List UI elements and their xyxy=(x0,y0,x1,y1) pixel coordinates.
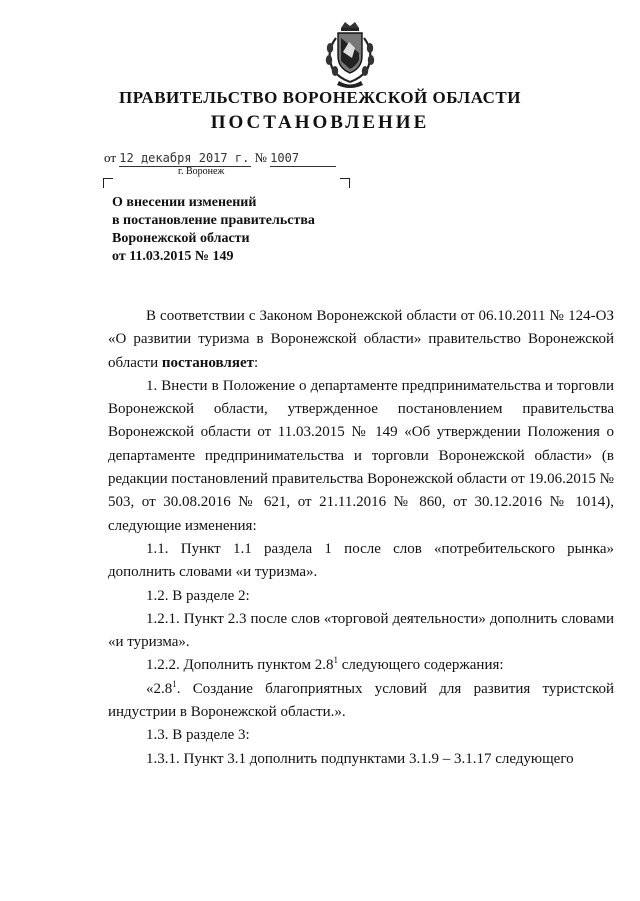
preamble-text: В соответствии с Законом Воронежской области от 06.10.2011 № 124-ОЗ «О развитии туризма в Воронежской области» правительство Воронежской области xyxy=(108,308,614,371)
document-body xyxy=(108,305,614,771)
from-label: от xyxy=(104,150,117,165)
preamble-colon: : xyxy=(254,354,259,371)
paragraph-1-3: 1.3. В разделе 3: xyxy=(146,727,250,744)
corner-bracket-left xyxy=(103,178,113,188)
subject-line: в постановление правительства xyxy=(112,213,315,228)
subject-line: Воронежской области xyxy=(112,231,250,246)
number-field xyxy=(270,150,336,167)
p6-text: 1.2.2. Дополнить пунктом 2.8 xyxy=(146,657,334,674)
date-field xyxy=(119,150,251,167)
corner-bracket-right xyxy=(340,178,350,188)
paragraph-1-2: 1.2. В разделе 2: xyxy=(146,587,250,604)
preamble-bold: постановляет xyxy=(161,354,254,371)
p6-text-end: следующего содержания: xyxy=(337,657,504,674)
paragraph-quote-2-8 xyxy=(108,678,614,725)
paragraph-1-1: 1.1. Пункт 1.1 раздела 1 после слов «потребительского рынка» дополнить словами «и туризма». xyxy=(108,540,614,581)
coat-of-arms-emblem xyxy=(319,18,381,90)
subject-line: от 11.03.2015 № 149 xyxy=(112,249,234,264)
p7-text: «2.8 xyxy=(146,680,173,697)
government-name: ПРАВИТЕЛЬСТВО ВОРОНЕЖСКОЙ ОБЛАСТИ xyxy=(118,88,521,107)
paragraph-1-3-1: 1.3.1. Пункт 3.1 дополнить подпунктами 3.1.9 – 3.1.17 следующего xyxy=(146,750,574,767)
p7-sup: 1 xyxy=(172,678,177,689)
date-number-line xyxy=(104,150,336,167)
document-subject xyxy=(112,194,372,266)
paragraph-preamble xyxy=(108,305,614,375)
document-type: ПОСТАНОВЛЕНИЕ xyxy=(210,112,430,133)
p6-sup: 1 xyxy=(333,655,338,666)
paragraph-1-2-2 xyxy=(108,654,614,677)
date-value: 12 декабря 2017 г. xyxy=(119,151,250,165)
subject-line: О внесении изменений xyxy=(112,195,257,210)
number-value: 1007 xyxy=(270,151,300,165)
p7-text-end: . Создание благоприятных условий для развития туристской индустрии в Воронежской области.». xyxy=(108,680,614,721)
number-label: № xyxy=(254,150,267,165)
city: г. Воронеж xyxy=(178,166,225,177)
paragraph-1: 1. Внести в Положение о департаменте предпринимательства и торговли Воронежской области, утвержденное постановлением правительства Воронежской области от 11.03.2015 № 149 «Об утверждении Положения о департаменте предпринимательства и торговли Воронежской области» (в редакции постановлений правительства Воронежской области от 19.06.2015 № 503, от 30.08.2016 № 621, от 21.11.2016 № 860, от 30.12.2016 № 1014), следующие изменения: xyxy=(108,377,614,534)
paragraph-1-2-1: 1.2.1. Пункт 2.3 после слов «торговой деятельности» дополнить словами «и туризма». xyxy=(108,610,614,651)
